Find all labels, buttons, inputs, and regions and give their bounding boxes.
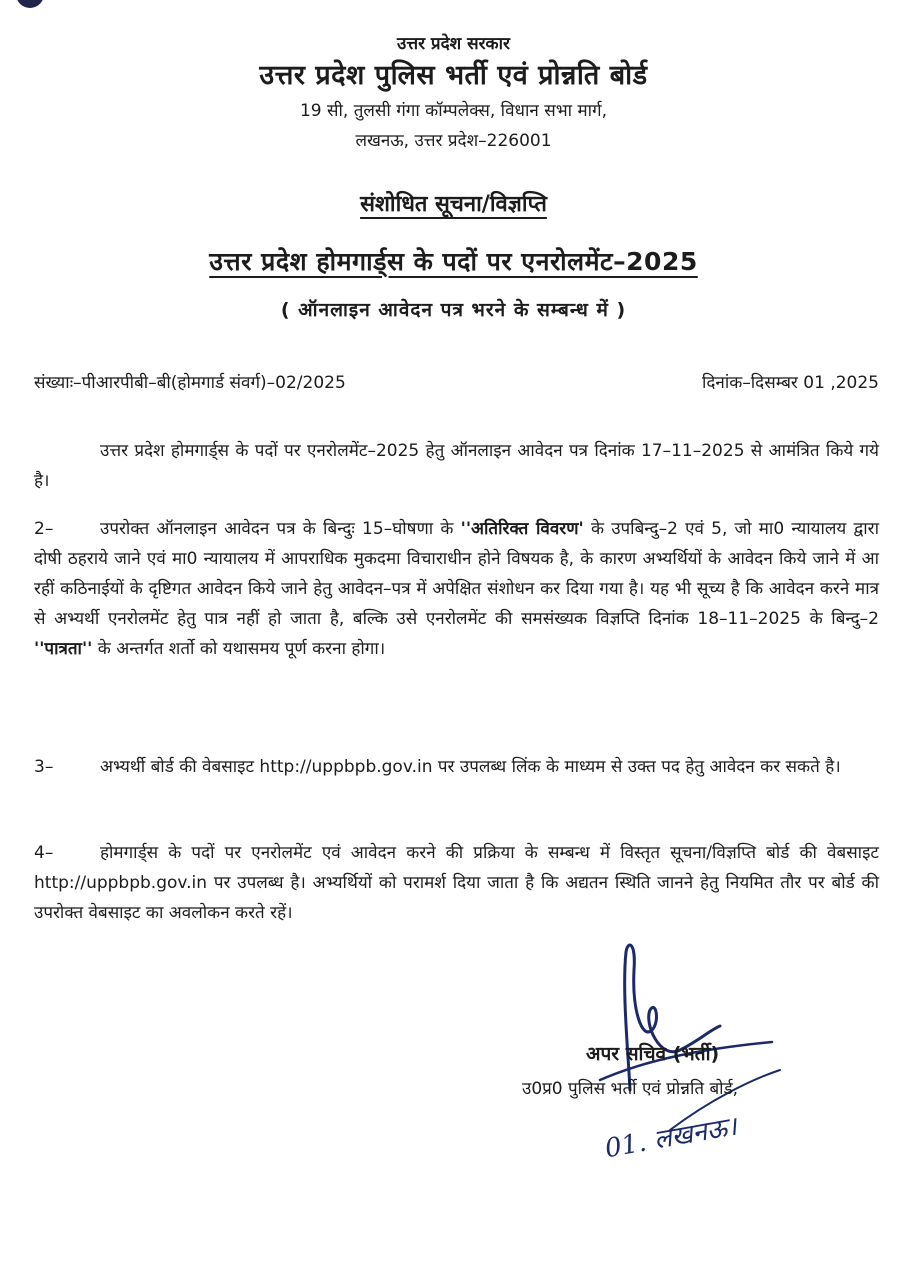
notice-type: संशोधित सूचना/विज्ञप्ति (360, 192, 547, 217)
paragraph-3: 3– अभ्यर्थी बोर्ड की वेबसाइट http://uppbpb.gov.in पर उपलब्ध लिंक के माध्यम से उक्त पद हेतु आवेदन कर सकते है। (34, 752, 879, 782)
paragraph-4-number: 4– (34, 843, 54, 863)
reference-line (34, 370, 879, 393)
notice-subtitle: ( ऑनलाइन आवेदन पत्र भरने के सम्बन्ध में ) (280, 299, 627, 321)
bold-eligibility: ''पात्रता'' (34, 639, 93, 659)
address-line-1: 19 सी, तुलसी गंगा कॉम्पलेक्स, विधान सभा मार्ग, (299, 101, 608, 121)
board-name: उत्तर प्रदेश पुलिस भर्ती एवं प्रोन्नति बोर्ड (259, 60, 648, 91)
paragraph-1: उत्तर प्रदेश होमगार्ड्स के पदों पर एनरोलमेंट–2025 हेतु ऑनलाइन आवेदन पत्र दिनांक 17–11–2025 से आमंत्रित किये गये है। (34, 441, 879, 491)
signatory-designation: अपर सचिव (भर्ती) (586, 1043, 720, 1065)
letterhead (0, 32, 907, 156)
government-name: उत्तर प्रदेश सरकार (397, 34, 510, 54)
signatory-organization: उ0प्र0 पुलिस भर्ती एवं प्रोन्नति बोर्ड, (522, 1079, 739, 1099)
reference-date: दिनांक–दिसम्बर 01 ,2025 (701, 373, 879, 393)
bold-additional-details: ''अतिरिक्त विवरण' (460, 519, 584, 539)
paragraph-4: 4– होमगार्ड्स के पदों पर एनरोलमेंट एवं आवेदन करने की प्रक्रिया के सम्बन्ध में विस्तृत सूचना/विज्ञप्ति बोर्ड की वेबसाइट http://uppbpb.gov.in पर उपलब्ध है। अभ्यर्थियों को परामर्श दिया जाता है कि अद्यतन स्थिति जानने हेतु नियमित तौर पर बोर्ड की उपरोक्त वेबसाइट का अवलोकन करते रहें। (34, 838, 879, 928)
corner-mark (16, 0, 44, 8)
notice-subject: उत्तर प्रदेश होमगार्ड्स के पदों पर एनरोलमेंट–2025 (209, 247, 698, 276)
paragraph-3-number: 3– (34, 757, 54, 777)
handwritten-date: 01. लखनऊ। (602, 1111, 740, 1165)
signature-block (510, 930, 870, 1165)
reference-number: संख्याः–पीआरपीबी–बी(होमगार्ड संवर्ग)–02/2025 (34, 373, 346, 393)
paragraph-2-number: 2– (34, 519, 54, 539)
paragraph-2: 2– उपरोक्त ऑनलाइन आवेदन पत्र के बिन्दुः 15–घोषणा के ''अतिरिक्त विवरण' के उपबिन्दु–2 एवं 5, जो मा0 न्यायालय द्वारा दोषी ठहराये जाने एवं मा0 न्यायालय में आपराधिक मुकदमा विचाराधीन होने विषयक है, के कारण अभ्यर्थियों के आवेदन किये जाने में आ रहीं कठिनाईयों के दृष्टिगत आवेदन किये जाने हेतु आवेदन–पत्र में अपेक्षित संशोधन कर दिया गया है। यह भी सूच्य है कि आवेदन करने मात्र से अभ्यर्थी एनरोलमेंट हेतु पात्र नहीं हो जाता है, बल्कि उसे एनरोलमेंट की समसंख्यक विज्ञप्ति दिनांक 18–11–2025 के बिन्दु–2 ''पात्रता'' के अन्तर्गत शर्तो को यथासमय पूर्ण करना होगा। (34, 514, 879, 664)
address-line-2: लखनऊ, उत्तर प्रदेश–226001 (355, 131, 552, 151)
